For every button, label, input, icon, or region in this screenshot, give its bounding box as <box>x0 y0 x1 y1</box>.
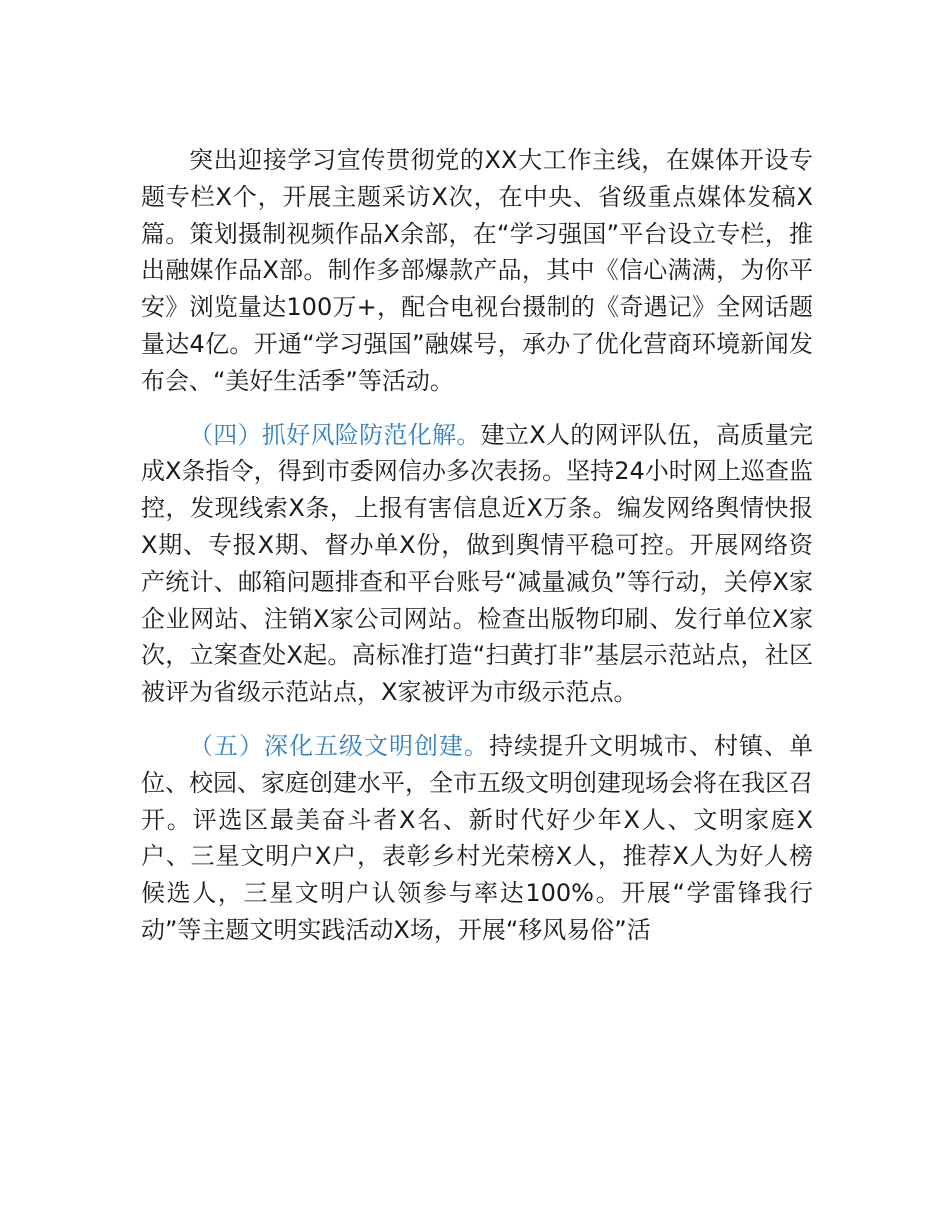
section-heading-civilization-creation: （五）深化五级文明创建。 <box>189 731 489 760</box>
document-body <box>141 142 813 949</box>
paragraph-3-text: 持续提升文明城市、村镇、单位、校园、家庭创建水平，全市五级文明创建现场会将在我区召开。评选区最美奋斗者X名、新时代好少年X人、文明家庭X户、三星文明户X户，表彰乡村光荣榜X人，推荐X人为好人榜候选人，三星文明户认领参与率达100%。开展“学雷锋我行动”等主题文明实践活动X场，开展“移风易俗”活 <box>141 731 813 944</box>
paragraph-risk-prevention <box>141 417 813 711</box>
paragraph-civilization-creation <box>141 728 813 949</box>
paragraph-1-text: 突出迎接学习宣传贯彻党的XX大工作主线，在媒体开设专题专栏X个，开展主题采访X次，在中央、省级重点媒体发稿X篇。策划摄制视频作品X余部，在“学习强国”平台设立专栏，推出融媒作品X部。制作多部爆款产品，其中《信心满满，为你平安》浏览量达100万+，配合电视台摄制的《奇遇记》全网话题量达4亿。开通“学习强国”融媒号，承办了优化营商环境新闻发布会、“美好生活季”等活动。 <box>141 146 813 395</box>
paragraph-media-propaganda <box>141 142 813 400</box>
paragraph-2-text: 建立X人的网评队伍，高质量完成X条指令，得到市委网信办多次表扬。坚持24小时网上巡查监控，发现线索X条，上报有害信息近X万条。编发网络舆情快报X期、专报X期、督办单X份，做到舆情平稳可控。开展网络资产统计、邮箱问题排查和平台账号“减量减负”等行动，关停X家企业网站、注销X家公司网站。检查出版物印刷、发行单位X家次，立案查处X起。高标准打造“扫黄打非”基层示范站点，社区被评为省级示范站点，X家被评为市级示范点。 <box>141 420 813 707</box>
section-heading-risk-prevention: （四）抓好风险防范化解。 <box>189 420 481 449</box>
